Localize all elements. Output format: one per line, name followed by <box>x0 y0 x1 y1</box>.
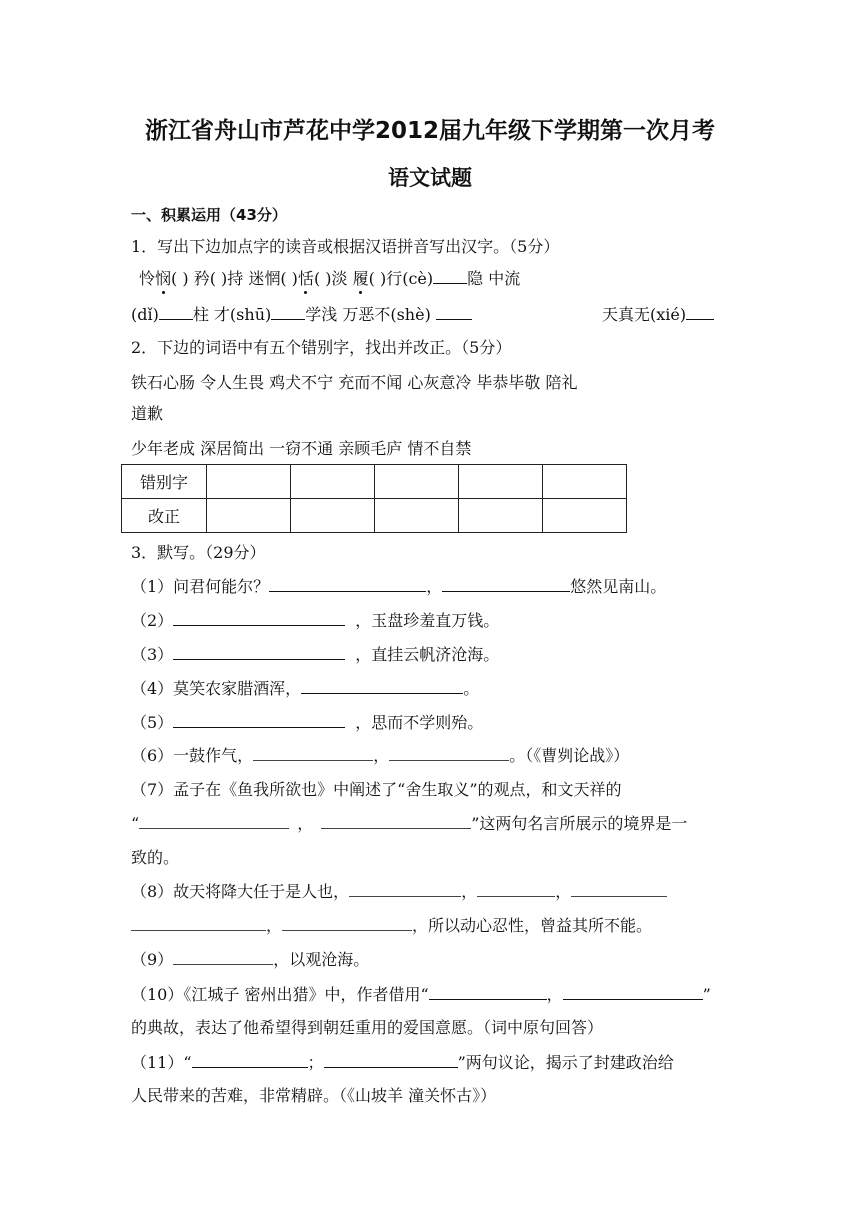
table-cell[interactable] <box>207 465 291 499</box>
item-text: ，直挂云帆济沧海。 <box>355 645 500 664</box>
q1-text: ( )淡 <box>313 269 353 288</box>
q3-item-1 <box>131 576 666 597</box>
item-text: ， <box>461 882 478 901</box>
answer-blank[interactable] <box>686 304 714 320</box>
item-text: ，玉盘珍羞直万钱。 <box>355 611 500 630</box>
q3-item-10-cont: 的典故，表达了他希望得到朝廷重用的爱国意愿。（词中原句回答） <box>131 1018 604 1037</box>
table-cell[interactable] <box>207 499 291 533</box>
q1-line2-tail <box>602 304 714 325</box>
q1-line1 <box>139 268 520 289</box>
item-text: ， <box>266 916 283 935</box>
answer-blank[interactable] <box>442 576 570 592</box>
dotted-char: 怜 <box>139 269 156 288</box>
exam-title-line1: 浙江省舟山市芦花中学2012届九年级下学期第一次月考 <box>144 118 715 144</box>
answer-blank[interactable] <box>301 678 463 694</box>
answer-blank[interactable] <box>477 882 555 897</box>
table-cell[interactable] <box>543 499 627 533</box>
answer-blank[interactable] <box>324 1052 458 1068</box>
answer-blank[interactable] <box>436 304 472 320</box>
item-text: ”两句议论，揭示了封建政治给 <box>457 1053 674 1072</box>
item-text: （9） <box>131 950 174 969</box>
q3-item-7-end: 致的。 <box>131 848 180 867</box>
item-text: （4）莫笑农家腊酒浑， <box>131 679 302 698</box>
table-cell[interactable] <box>543 465 627 499</box>
item-text: （11）“ <box>131 1053 192 1072</box>
item-text: 。 <box>463 679 480 698</box>
answer-blank[interactable] <box>433 268 467 284</box>
q1-text: ( ) 矜( )持 迷惘( ) <box>171 269 298 288</box>
q3-item-7: （7）孟子在《鱼我所欲也》中阐述了“舍生取义”的观点，和文天祥的 <box>131 780 622 799</box>
row-label-wrong: 错别字 <box>122 465 207 499</box>
q1-line2 <box>131 304 472 325</box>
q2-words-row1: 铁石心肠 令人生畏 鸡犬不宁 充而不闻 心灰意冷 毕恭毕敬 陪礼 <box>131 373 578 392</box>
exam-title-line2: 语文试题 <box>388 166 472 190</box>
answer-blank[interactable] <box>389 746 509 761</box>
item-text: （8）故天将降大任于是人也， <box>131 882 350 901</box>
item-text: 。（《曹刿论战》） <box>509 746 630 765</box>
item-text: （3） <box>131 645 174 664</box>
table-row <box>122 465 627 499</box>
item-text: ” <box>702 985 711 1004</box>
q2-words-row2: 少年老成 深居简出 一窃不通 亲顾毛庐 情不自禁 <box>131 439 472 458</box>
item-text: “ <box>131 814 140 833</box>
q1-text: 柱 才(shū) <box>192 305 272 324</box>
q1-text: 学浅 万恶不(shè) <box>305 305 436 324</box>
q3-item-4 <box>131 678 479 699</box>
item-text: ， <box>426 577 443 596</box>
item-text: （10）《江城子 密州出猎》中，作者借用“ <box>131 985 429 1004</box>
table-cell[interactable] <box>375 465 459 499</box>
answer-blank[interactable] <box>173 610 345 626</box>
answer-blank[interactable] <box>282 916 412 931</box>
item-text: 悠然见南山。 <box>570 577 667 596</box>
q3-item-7-cont <box>131 814 687 834</box>
answer-blank[interactable] <box>271 304 305 320</box>
q1-text: ( )行(cè) <box>368 269 434 288</box>
answer-blank[interactable] <box>131 916 266 931</box>
item-text: ， <box>555 882 572 901</box>
item-text: ， <box>373 746 390 765</box>
item-text: （2） <box>131 611 174 630</box>
item-text: ，所以动心忍性，曾益其所不能。 <box>412 916 653 935</box>
table-cell[interactable] <box>459 465 543 499</box>
q3-item-2 <box>131 610 499 631</box>
table-cell[interactable] <box>375 499 459 533</box>
dotted-char: 履 <box>352 269 369 288</box>
row-label-correct: 改正 <box>122 499 207 533</box>
item-text: （5） <box>131 713 174 732</box>
answer-blank[interactable] <box>173 712 345 728</box>
answer-blank[interactable] <box>269 576 426 592</box>
item-text: ； <box>307 1053 324 1072</box>
q1-text: (dǐ) <box>131 305 159 324</box>
table-cell[interactable] <box>459 499 543 533</box>
table-row <box>122 499 627 533</box>
item-text: ”这两句名言所展示的境界是一 <box>471 814 688 833</box>
q3-item-3 <box>131 644 499 665</box>
item-text: ，以观沧海。 <box>273 950 370 969</box>
answer-blank[interactable] <box>173 644 345 660</box>
q2-prompt: 2．下边的词语中有五个错别字，找出并改正。（5分） <box>131 338 512 357</box>
q3-item-8-cont <box>131 916 652 936</box>
answer-blank[interactable] <box>321 814 471 829</box>
q1-text: 天真无(xié) <box>602 305 687 324</box>
answer-blank[interactable] <box>173 950 273 965</box>
answer-blank[interactable] <box>563 984 703 1000</box>
q2-words-row1-cont: 道歉 <box>131 404 164 423</box>
answer-blank[interactable] <box>253 746 373 761</box>
dotted-char: 恬 <box>297 269 314 288</box>
answer-blank[interactable] <box>159 304 193 320</box>
item-text: ， <box>546 985 563 1004</box>
section-heading: 一、积累运用（43分） <box>131 206 287 224</box>
q3-prompt: 3．默写。（29分） <box>131 543 266 562</box>
q3-item-6 <box>131 746 629 766</box>
dotted-char: 悯 <box>155 269 172 288</box>
q3-item-9 <box>131 950 369 970</box>
q3-item-5 <box>131 712 483 733</box>
table-cell[interactable] <box>291 499 375 533</box>
q3-item-10 <box>131 984 711 1005</box>
correction-table <box>121 464 627 533</box>
answer-blank[interactable] <box>429 984 547 1000</box>
answer-blank[interactable] <box>139 814 289 829</box>
item-text: （1）问君何能尔？ <box>131 577 270 596</box>
q3-item-11-cont: 人民带来的苦难，非常精辟。（《山坡羊 潼关怀古》） <box>131 1086 497 1105</box>
q1-prompt: 1．写出下边加点字的读音或根据汉语拼音写出汉字。（5分） <box>131 237 560 256</box>
item-text: ， <box>297 814 314 833</box>
q3-item-8 <box>131 882 667 902</box>
table-cell[interactable] <box>291 465 375 499</box>
item-text: （6）一鼓作气， <box>131 746 254 765</box>
q3-item-11 <box>131 1052 674 1073</box>
answer-blank[interactable] <box>349 882 461 897</box>
answer-blank[interactable] <box>571 882 667 897</box>
item-text: ，思而不学则殆。 <box>355 713 484 732</box>
q1-text: 隐 中流 <box>467 269 521 288</box>
answer-blank[interactable] <box>192 1052 308 1068</box>
